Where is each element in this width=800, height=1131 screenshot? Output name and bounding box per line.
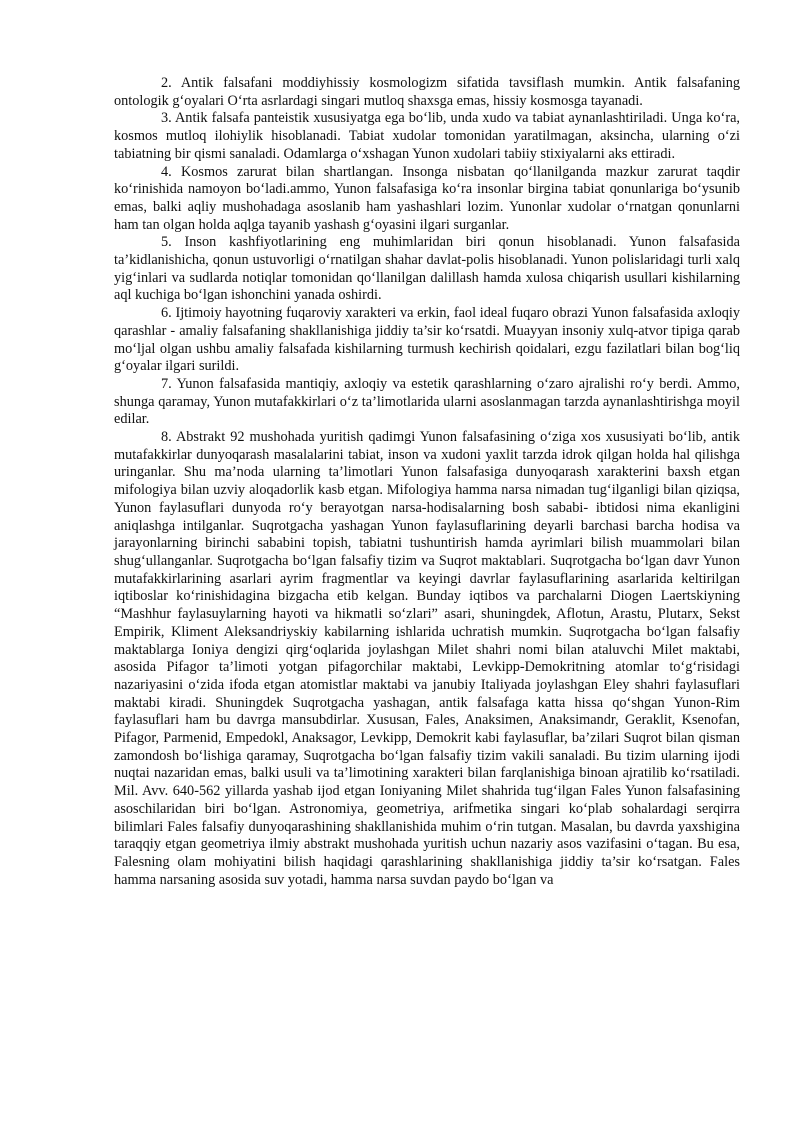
paragraph-2: 2. Antik falsafani moddiyhissiy kosmologizm sifatida tavsiflash mumkin. Antik falsafaning ontologik g‘oyalari O‘rta asrlardagi singari mutloq shaxsga emas, hissiy kosmosga tayanadi. [114,75,740,109]
paragraph-7: 7. Yunon falsafasida mantiqiy, axloqiy va estetik qarashlarning o‘zaro ajralishi ro‘y berdi. Ammo, shunga qaramay, Yunon mutafakkirlari o‘z ta’limotlarida ularni asoslanmagan tarzda aynanlashtirishga moyil edilar. [114,375,740,428]
paragraph-3: 3. Antik falsafa panteistik xususiyatga ega bo‘lib, unda xudo va tabiat aynanlashtiriladi. Unga ko‘ra, kosmos mutloq ilohiylik hisoblanadi. Tabiat xudolar tomonidan yaratilmagan, aksincha, ularning o‘zi tabiatning bir qismi sanaladi. Odamlarga o‘xshagan Yunon xudolari tabiiy stixiyalarni aks ettiradi. [114,110,740,162]
document-page [114,75,740,889]
paragraph-8: 8. Abstrakt 92 mushohada yuritish qadimgi Yunon falsafasining o‘ziga xos xususiyati bo‘lib, antik mutafakkirlar dunyoqarash masalalarini tabiat, inson va xudoni yaxlit tarzda idrok qilgan holda hal qilishga uringanlar. Shu ma’noda ularning ta’limotlari Yunon falsafasiga dunyoqarash xarakterini baxsh etgan mifologiya bilan uzviy aloqadorlik kasb etgan. Mifologiya hamma narsa nimadan tug‘ilganligi bilan qiziqsa, Yunon faylasuflari dunyoda ro‘y berayotgan narsa-hodisalarning bosh sababi- ibtidosi nima ekanligini aniqlashga intilganlar. Suqrotgacha yashagan Yunon faylasuflarining deyarli barchasi barcha hodisa va jarayonlarning birinchi sababini topish, tabiatni tushuntirish hamda ayrimlari bilish muammolari bilan shug‘ullanganlar. Suqrotgacha bo‘lgan falsafiy tizim va Suqrot maktablari. Suqrotgacha bo‘lgan davr Yunon mutafakkirlarining asarlari ayrim fragmentlar va keyingi davrlar faylasuflarining asarlarida keltirilgan iqtiboslar ko‘rinishidagina bizgacha etib kelgan. Bunday iqtibos va parchalarni Diogen Laertskiyning “Mashhur faylasuylarning hayoti va hikmatli so‘zlari” asari, shuningdek, Aflotun, Arastu, Plutarx, Sekst Empirik, Kliment Aleksandriyskiy kabilarning ishlarida uchratish mumkin. Suqrotgacha bo‘lgan falsafiy maktablarga Ioniya dengizi qirg‘oqlarida joylashgan Milet shahri nomi bilan ataluvchi Milet maktabi, asosida Pifagor ta’limoti yotgan pifagorchilar maktabi, Levkipp-Demokritning atomlar to‘g‘risidagi nazariyasini o‘zida ifoda etgan atomistlar maktabi va janubiy Italiyada joylashgan Eley shahri faylasuflari maktabi kiradi. Shuningdek Suqrotgacha yashagan, antik falsafaga katta hissa qo‘shgan Yunon-Rim faylasuflari ham bu davrga mansubdirlar. Xususan, Fales, Anaksimen, Anaksimandr, Geraklit, Ksenofan, Pifagor, Parmenid, Empedokl, Anaksagor, Levkipp, Demokrit kabi faylasuflar, ba’zilari Suqrot bilan qisman zamondosh bo‘lishiga qaramay, Suqrotgacha bo‘lgan falsafiy tizim vakili sanaladi. Bu tizim ularning ijodi nuqtai nazaridan emas, balki usuli va ta’limotining xarakteri bilan farqlanishiga binoan ajratilib ko‘rsatiladi. Mil. Avv. 640-562 yillarda yashab ijod etgan Ioniyaning Milet shahrida tug‘ilgan Fales Yunon falsafasining asoschilaridan biri bo‘lgan. Astronomiya, geometriya, arifmetika singari ko‘plab sohalardagi serqirra bilimlari Fales falsafiy dunyoqarashining shakllanishida muhim o‘rin tutgan. Masalan, bu davrda yaxshigina taraqqiy etgan geometriya ilmiy abstrakt mushohada yuritish uchun nazariy asos vazifasini o‘tagan. Bu esa, Falesning olam mohiyatini bilish haqidagi qarashlarining shakllanishiga jiddiy ta’sir ko‘rsatgan. Fales hamma narsaning asosida suv yotadi, hamma narsa suvdan paydo bo‘lgan va [114,429,740,888]
paragraph-6: 6. Ijtimoiy hayotning fuqaroviy xarakteri va erkin, faol ideal fuqaro obrazi Yunon falsafasida axloqiy qarashlar - amaliy falsafaning shakllanishiga jiddiy ta’sir ko‘rsatdi. Muayyan insoniy xulq-atvor tipiga qarab mo‘ljal olgan ushbu amaliy falsafada kishilarning turmush kechirish qoidalari, ezgu fazilatlari bilan bog‘liq g‘oyalar ilgari surildi. [114,305,740,375]
paragraph-4: 4. Kosmos zarurat bilan shartlangan. Insonga nisbatan qo‘llanilganda mazkur zarurat taqdir ko‘rinishida namoyon bo‘ladi.ammo, Yunon falsafasiga ko‘ra insonlar birgina tabiat qonunlariga bo‘ysunib emas, balki aqliy mushohadaga asoslanib ham yashashlari lozim. Yunonlar xudolar o‘rnatgan qonunlarni ham tan olgan holda aqlga tayanib yashash g‘oyasini ilgari surganlar. [114,163,740,233]
paragraph-5: 5. Inson kashfiyotlarining eng muhimlaridan biri qonun hisoblanadi. Yunon falsafasida ta’kidlanishicha, qonun ustuvorligi o‘rnatilgan shahar davlat-polis hisoblanadi. Yunon polislaridagi turli xalq yig‘inlari va sudlarda notiqlar tomonidan qo‘llanilgan dalillash hamda xulosa chiqarish usullari kishilarning aql kuchiga bo‘lgan ishonchini yanada oshirdi. [114,234,740,304]
